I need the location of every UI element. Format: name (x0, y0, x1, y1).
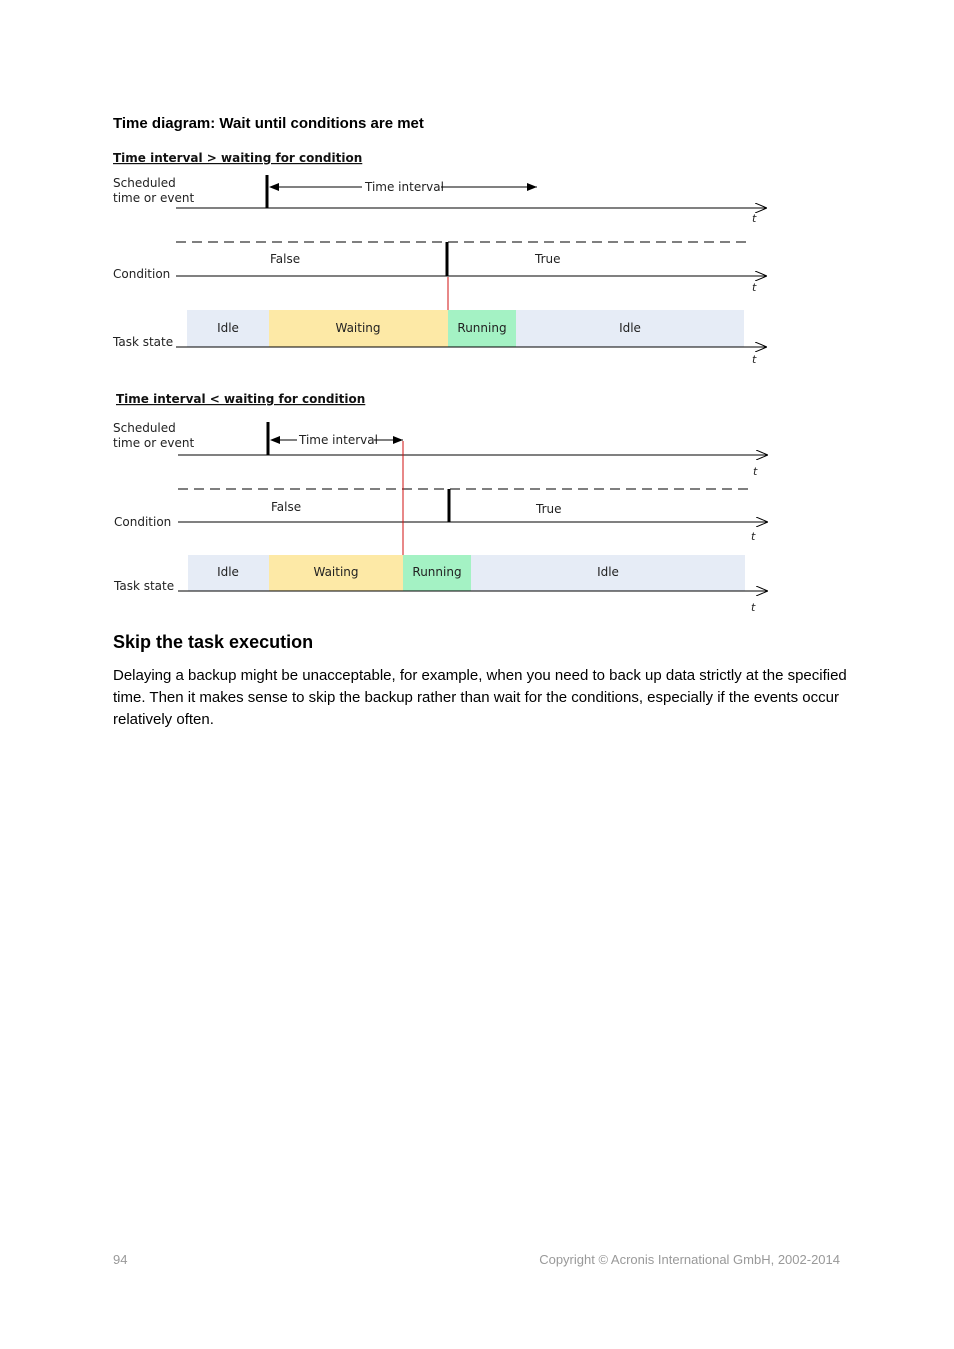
diagram-1-t-1: t (752, 212, 757, 225)
diagram-1-title: Time interval > waiting for condition (113, 151, 363, 165)
diagram-1-true: True (535, 252, 561, 266)
section-body: Delaying a backup might be unacceptable, for example, when you need to back up data strictly at the specified time. Then it makes sense to skip the backup rather than wait for the conditions, especially if the events occur relatively often. (113, 667, 847, 728)
diagram-1-t-2: t (752, 281, 757, 294)
diagram-1-scheduled-label-2: time or event (113, 191, 195, 205)
diagram-1-state-label-1: Idle (217, 321, 239, 335)
diagram-2-scheduled-label-1: Scheduled (113, 421, 176, 435)
copyright: Copyright © Acronis International GmbH, 2002-2014 (539, 1252, 840, 1267)
figure-caption: Time diagram: Wait until conditions are met (113, 115, 424, 132)
diagram-1-false: False (270, 252, 301, 266)
diagram-2-t-2: t (751, 530, 756, 543)
page-number: 94 (113, 1252, 128, 1267)
diagram-1-state-label-4: Idle (619, 321, 641, 335)
diagram-2-condition-label: Condition (114, 515, 172, 529)
diagram-2-state-label-3: Running (412, 565, 462, 579)
diagram-2-state-label-4: Idle (597, 565, 619, 579)
diagram-1-state-label-3: Running (457, 321, 507, 335)
diagram-2-true: True (536, 502, 562, 516)
diagram-2-interval-label: Time interval (299, 433, 378, 447)
diagram-1-condition-label: Condition (113, 267, 171, 281)
diagram-2 (113, 392, 768, 614)
diagram-1 (112, 151, 767, 366)
diagram-2-t-1: t (753, 465, 758, 478)
section-heading: Skip the task execution (113, 632, 314, 652)
time-diagrams (0, 0, 954, 630)
diagram-1-state-label-2: Waiting (335, 321, 381, 335)
diagram-2-title: Time interval < waiting for condition (116, 392, 366, 406)
diagram-1-task-state-label: Task state (113, 335, 174, 349)
diagram-1-interval-label: Time interval (365, 180, 444, 194)
diagram-2-t-3: t (751, 601, 756, 614)
diagram-2-false: False (271, 500, 302, 514)
diagram-1-scheduled-label-1: Scheduled (113, 176, 176, 190)
diagram-2-state-label-1: Idle (217, 565, 239, 579)
diagram-2-scheduled-label-2: time or event (113, 436, 195, 450)
diagram-1-t-3: t (752, 353, 757, 366)
diagram-2-state-label-2: Waiting (313, 565, 359, 579)
diagram-2-task-state-label: Task state (114, 579, 175, 593)
